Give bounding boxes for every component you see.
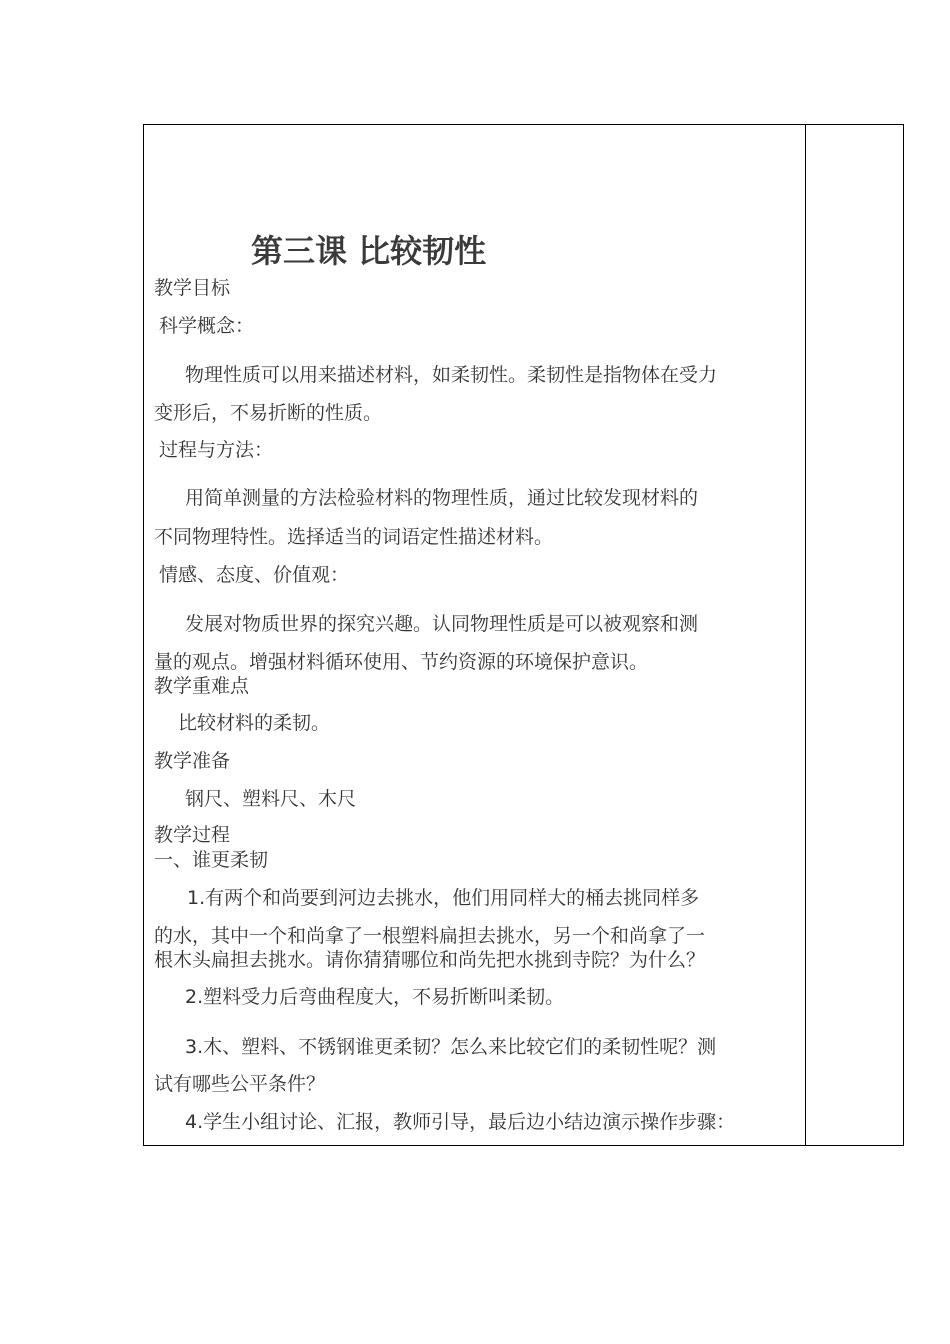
notes-column [805,125,904,1145]
step1-line-2: 的水，其中一个和尚拿了一根塑料扁担去挑水，另一个和尚拿了一 [154,925,706,947]
preparation-text: 钢尺、塑料尺、木尺 [185,788,357,810]
lesson-plan-table [143,124,904,1146]
step1-line-1: 1.有两个和尚要到河边去挑水，他们用同样大的桶去挑同样多 [187,887,700,909]
step1-line-3: 根木头扁担去挑水。请你猜猜哪位和尚先把水挑到寺院？为什么？ [154,949,706,971]
objectives-heading: 教学目标 [154,277,231,299]
preparation-heading: 教学准备 [154,750,231,772]
process-heading: 过程与方法： [159,439,274,461]
science-concept-heading: 科学概念： [159,315,255,337]
attitude-line-2: 量的观点。增强材料循环使用、节约资源的环境保护意识。 [154,651,649,673]
process-steps-heading: 教学过程 [154,824,231,846]
attitude-line-1: 发展对物质世界的探究兴趣。认同物理性质是可以被观察和测 [185,613,699,635]
main-content-cell [144,125,805,1145]
step3-line-1: 3.木、塑料、不锈钢谁更柔韧？怎么来比较它们的柔韧性呢？测 [185,1036,717,1058]
section-one-heading: 一、谁更柔韧 [154,849,269,871]
step2-text: 2.塑料受力后弯曲程度大，不易折断叫柔韧。 [185,986,565,1008]
step3-line-2: 试有哪些公平条件？ [154,1073,326,1095]
key-points-text: 比较材料的柔韧。 [178,712,331,734]
step4-text: 4.学生小组讨论、汇报，教师引导，最后边小结边演示操作步骤： [185,1111,736,1133]
science-concept-line-2: 变形后，不易折断的性质。 [154,402,383,424]
lesson-title: 第三课 比较韧性 [251,232,487,270]
key-points-heading: 教学重难点 [154,675,250,697]
attitude-heading: 情感、态度、价值观： [159,564,350,586]
science-concept-line-1: 物理性质可以用来描述材料，如柔韧性。柔韧性是指物体在受力 [185,364,718,386]
process-line-2: 不同物理特性。选择适当的词语定性描述材料。 [154,526,554,548]
process-line-1: 用简单测量的方法检验材料的物理性质，通过比较发现材料的 [185,487,699,509]
